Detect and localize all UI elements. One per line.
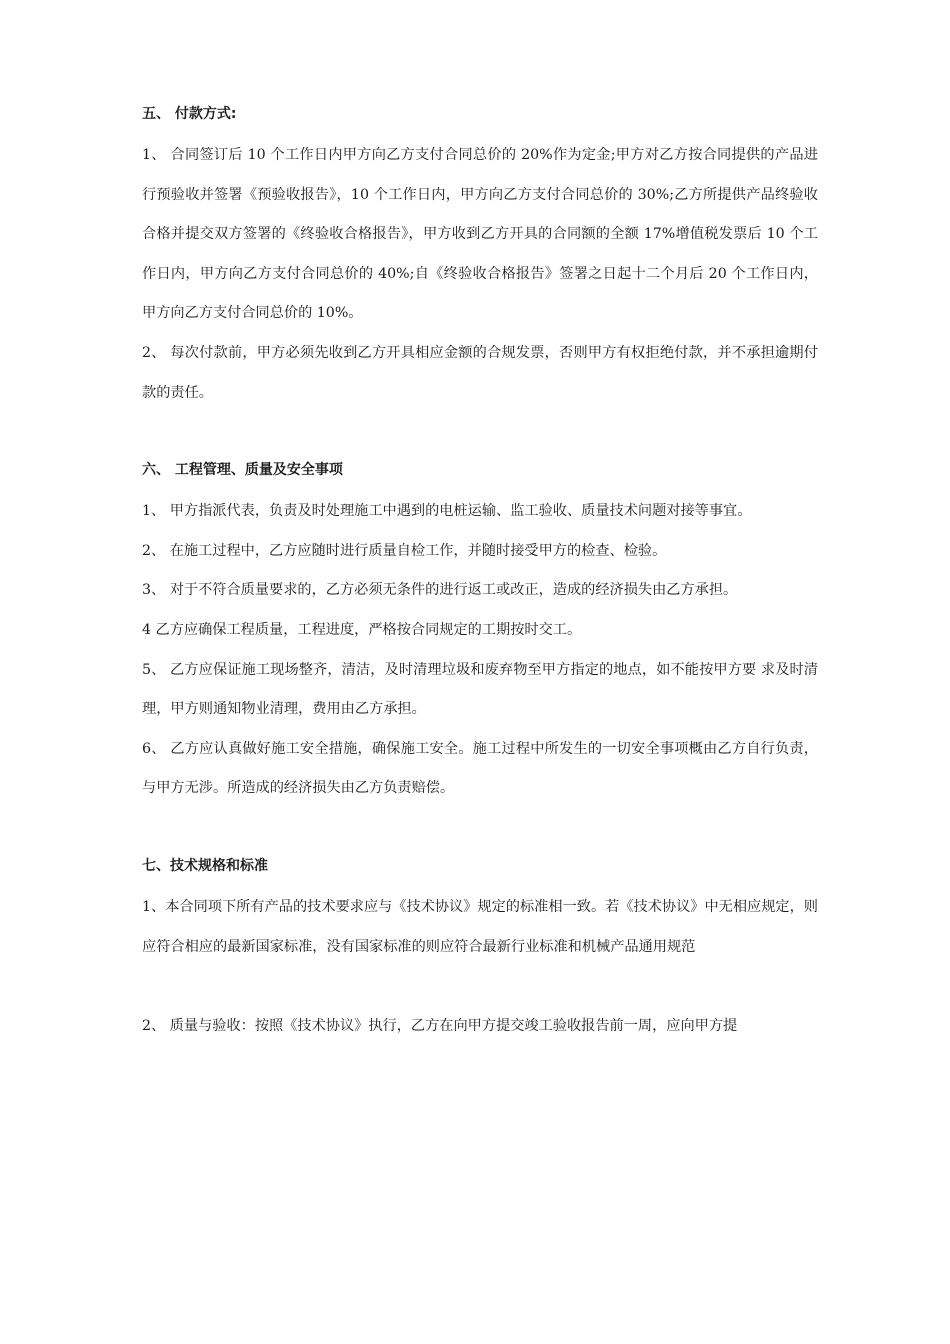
section-heading: 五、 付款方式: — [142, 106, 237, 122]
section-technical-specs — [142, 844, 818, 1047]
paragraph-spacer — [142, 967, 818, 1007]
paragraph: 1、本合同项下所有产品的技术要求应与《技术协议》规定的标准相一致。若《技术协议》中无相应规定，则应符合相应的最新国家标准，没有国家标准的则应符合最新行业标准和机械产品通用规范 — [142, 898, 818, 955]
section-heading: 六、 工程管理、质量及安全事项 — [142, 462, 343, 479]
paragraph: 4 乙方应确保工程质量，工程进度，严格按合同规定的工期按时交工。 — [142, 621, 582, 638]
section-project-management — [142, 448, 818, 809]
paragraph: 2、 质量与验收：按照《技术协议》执行，乙方在向甲方提交竣工验收报告前一周，应向甲方提 — [142, 1018, 738, 1035]
section-spacer — [142, 809, 818, 844]
section-heading: 七、技术规格和标准 — [142, 857, 268, 874]
paragraph: 2、 每次付款前，甲方必须先收到乙方开具相应金额的合规发票，否则甲方有权拒绝付款，并不承担逾期付款的责任。 — [142, 344, 818, 401]
section-payment-terms — [142, 92, 818, 413]
section-spacer — [142, 413, 818, 448]
paragraph: 5、 乙方应保证施工现场整齐，清洁，及时清理垃圾和废弃物至甲方指定的地点，如不能按甲方要 求及时清理，甲方则通知物业清理，费用由乙方承担。 — [142, 661, 818, 718]
paragraph: 2、 在施工过程中，乙方应随时进行质量自检工作，并随时接受甲方的检查、检验。 — [142, 542, 667, 559]
document-page — [142, 92, 818, 1047]
paragraph: 1、 合同签订后 10 个工作日内甲方向乙方支付合同总价的 20%作为定金;甲方对乙方按合同提供的产品进行预验收并签署《预验收报告》，10 个工作日内，甲方向乙方支付合同总价的 30%;乙方所提供产品终验收合格并提交双方签署的《终验收合格报告》，甲方收到乙方开具的合同额的全额 17%增值税发票后 10 个工作日内，甲方向乙方支付合同总价的 40%;自《终验收合格报告》签署之日起十二个月后 20 个工作日内，甲方向乙方支付合同总价的 10%。 — [142, 147, 818, 322]
paragraph: 3、 对于不符合质量要求的，乙方必须无条件的进行返工或改正，造成的经济损失由乙方承担。 — [142, 582, 738, 599]
paragraph: 6、 乙方应认真做好施工安全措施，确保施工安全。施工过程中所发生的一切安全事项概由乙方自行负责，与甲方无涉。所造成的经济损失由乙方负责赔偿。 — [142, 740, 818, 797]
paragraph: 1、 甲方指派代表，负责及时处理施工中遇到的电桩运输、监工验收、质量技术问题对接等事宜。 — [142, 503, 752, 520]
